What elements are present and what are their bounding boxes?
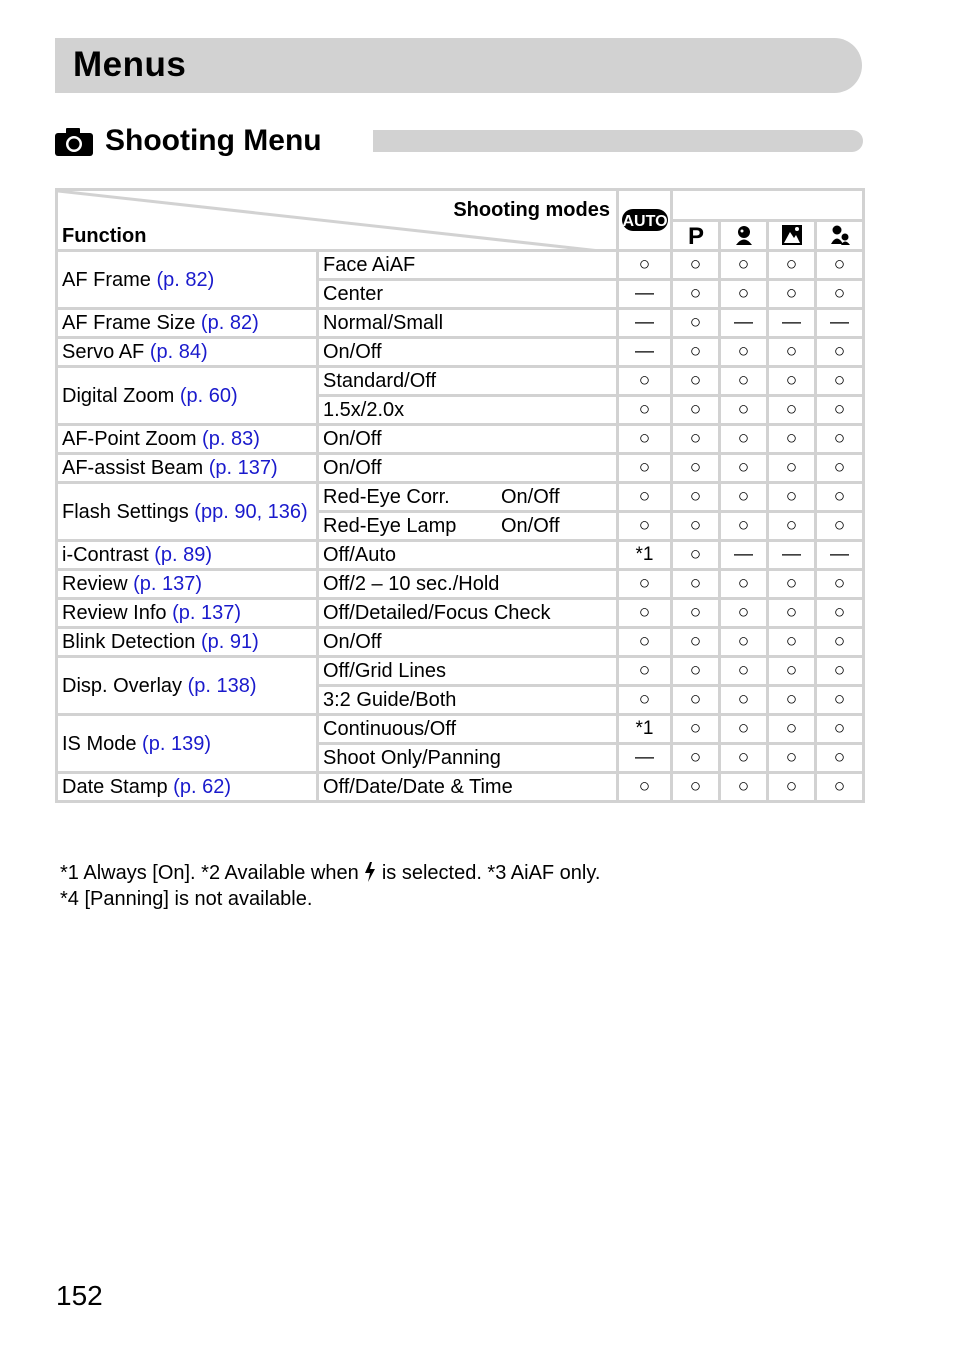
mode-availability-P: ○ (672, 686, 720, 715)
table-row (57, 309, 864, 338)
mode-availability-AUTO: ○ (618, 512, 672, 541)
mode-header-p (672, 220, 720, 251)
function-name: AF-Point Zoom (62, 428, 203, 450)
mode-availability-landscape: ○ (768, 280, 816, 309)
function-name: Disp. Overlay (62, 674, 188, 697)
flash-icon (364, 862, 376, 882)
function-cell (57, 541, 318, 570)
option-cell (318, 280, 618, 309)
option-value: On/Off (501, 486, 560, 508)
landscape-mode-icon (781, 224, 803, 246)
mode-availability-P: ○ (672, 744, 720, 773)
option-cell (318, 512, 618, 541)
mode-availability-kids-pets: ○ (816, 425, 864, 454)
mode-availability-landscape: ○ (768, 628, 816, 657)
table-row (57, 367, 864, 396)
option-cell (318, 396, 618, 425)
mode-availability-P: ○ (672, 338, 720, 367)
footnote-line-2: *4 [Panning] is not available. (60, 888, 313, 910)
mode-availability-landscape: — (768, 309, 816, 338)
mode-availability-P: ○ (672, 454, 720, 483)
page-reference-link[interactable]: (p. 139) (142, 732, 211, 755)
option-cell (318, 599, 618, 628)
mode-availability-landscape: ○ (768, 715, 816, 744)
mode-header-landscape (768, 220, 816, 251)
mode-availability-landscape: ○ (768, 454, 816, 483)
option-cell (318, 251, 618, 280)
mode-availability-P: ○ (672, 628, 720, 657)
function-cell (57, 599, 318, 628)
mode-availability-AUTO: ○ (618, 367, 672, 396)
mode-availability-AUTO: ○ (618, 483, 672, 512)
table-row (57, 715, 864, 744)
function-cell (57, 773, 318, 802)
kids-pets-mode-icon (829, 224, 851, 246)
table-row (57, 541, 864, 570)
function-cell (57, 338, 318, 367)
function-name: Digital Zoom (62, 384, 180, 407)
mode-availability-landscape: ○ (768, 686, 816, 715)
mode-availability-portrait: ○ (720, 425, 768, 454)
mode-availability-landscape: — (768, 541, 816, 570)
mode-availability-portrait: ○ (720, 570, 768, 599)
mode-availability-portrait: ○ (720, 744, 768, 773)
page-reference-link[interactable]: (p. 83) (202, 428, 260, 450)
mode-availability-portrait: — (720, 309, 768, 338)
mode-availability-kids-pets: — (816, 541, 864, 570)
camera-icon (55, 128, 93, 156)
mode-availability-portrait: ○ (720, 338, 768, 367)
mode-availability-portrait: ○ (720, 512, 768, 541)
program-mode-icon (685, 224, 707, 246)
mode-availability-AUTO: ○ (618, 570, 672, 599)
mode-availability-AUTO: ○ (618, 686, 672, 715)
function-cell (57, 309, 318, 338)
portrait-mode-icon (733, 224, 755, 246)
mode-availability-portrait: ○ (720, 715, 768, 744)
table-row (57, 483, 864, 512)
function-cell (57, 628, 318, 657)
table-row (57, 570, 864, 599)
mode-availability-P: ○ (672, 396, 720, 425)
table-row (57, 599, 864, 628)
option-label: Off/2 – 10 sec./Hold (323, 573, 500, 595)
mode-availability-P: ○ (672, 541, 720, 570)
page-reference-link[interactable]: (p. 84) (149, 341, 208, 363)
section-bar (373, 130, 863, 152)
mode-availability-kids-pets: ○ (816, 744, 864, 773)
mode-availability-AUTO: ○ (618, 599, 672, 628)
mode-availability-landscape: ○ (768, 425, 816, 454)
footnote-1b: is selected. *3 AiAF only. (376, 862, 601, 884)
header-shooting-modes: Shooting modes (453, 199, 610, 221)
option-cell (318, 541, 618, 570)
header-row-1 (57, 190, 864, 221)
mode-availability-landscape: ○ (768, 396, 816, 425)
page-reference-link[interactable]: (p. 91) (200, 631, 259, 653)
function-cell (57, 425, 318, 454)
footnote-line-1 (60, 862, 600, 885)
mode-availability-portrait: ○ (720, 657, 768, 686)
mode-availability-landscape: ○ (768, 367, 816, 396)
mode-availability-portrait: — (720, 541, 768, 570)
option-label: Center (323, 283, 384, 305)
page-reference-link[interactable]: (p. 82) (156, 268, 215, 291)
mode-availability-P: ○ (672, 570, 720, 599)
mode-header-portrait (720, 220, 768, 251)
option-cell (318, 686, 618, 715)
mode-availability-P: ○ (672, 657, 720, 686)
option-label: Red-Eye Lamp (323, 515, 457, 537)
mode-availability-landscape: ○ (768, 744, 816, 773)
function-cell (57, 251, 318, 309)
page-reference-link[interactable]: (p. 62) (173, 776, 231, 798)
function-cell (57, 483, 318, 541)
mode-availability-portrait: ○ (720, 280, 768, 309)
mode-availability-kids-pets: ○ (816, 396, 864, 425)
option-label: Red-Eye Corr. (323, 486, 450, 508)
mode-availability-portrait: ○ (720, 454, 768, 483)
page-reference-link[interactable]: (p. 138) (187, 674, 257, 697)
mode-availability-P: ○ (672, 773, 720, 802)
mode-availability-portrait: ○ (720, 686, 768, 715)
function-cell (57, 570, 318, 599)
mode-header-auto (618, 190, 672, 251)
function-name: Blink Detection (62, 631, 201, 653)
option-cell (318, 367, 618, 396)
option-cell (318, 773, 618, 802)
mode-availability-landscape: ○ (768, 773, 816, 802)
mode-availability-P: ○ (672, 367, 720, 396)
mode-header-spacer (672, 190, 864, 221)
option-value: On/Off (501, 515, 560, 537)
option-cell (318, 715, 618, 744)
mode-availability-kids-pets: ○ (816, 483, 864, 512)
option-label: Face AiAF (323, 254, 416, 276)
mode-availability-P: ○ (672, 715, 720, 744)
option-label: Continuous/Off (323, 718, 457, 740)
mode-availability-P: ○ (672, 599, 720, 628)
table-row (57, 628, 864, 657)
mode-availability-AUTO: *1 (618, 715, 672, 744)
mode-availability-P: ○ (672, 483, 720, 512)
mode-availability-kids-pets: ○ (816, 686, 864, 715)
mode-availability-P: ○ (672, 512, 720, 541)
mode-availability-AUTO: *1 (618, 541, 672, 570)
mode-availability-AUTO: — (618, 309, 672, 338)
mode-availability-kids-pets: ○ (816, 338, 864, 367)
mode-availability-kids-pets: ○ (816, 280, 864, 309)
mode-availability-portrait: ○ (720, 628, 768, 657)
mode-availability-kids-pets: ○ (816, 715, 864, 744)
mode-availability-landscape: ○ (768, 251, 816, 280)
table-row (57, 425, 864, 454)
mode-availability-portrait: ○ (720, 483, 768, 512)
mode-availability-kids-pets: — (816, 309, 864, 338)
mode-availability-kids-pets: ○ (816, 657, 864, 686)
mode-header-kids-pets (816, 220, 864, 251)
header-function-cell (57, 190, 618, 251)
mode-availability-AUTO: ○ (618, 657, 672, 686)
mode-availability-kids-pets: ○ (816, 773, 864, 802)
mode-availability-AUTO: ○ (618, 396, 672, 425)
page-reference-link[interactable]: (p. 137) (172, 602, 241, 624)
mode-availability-AUTO: ○ (618, 773, 672, 802)
mode-availability-AUTO: ○ (618, 251, 672, 280)
mode-availability-kids-pets: ○ (816, 454, 864, 483)
auto-mode-icon (622, 209, 668, 231)
function-cell (57, 657, 318, 715)
option-label: 3:2 Guide/Both (323, 689, 457, 711)
mode-availability-AUTO: ○ (618, 454, 672, 483)
option-label: 1.5x/2.0x (323, 399, 405, 421)
page-reference-link[interactable]: (p. 137) (133, 573, 203, 595)
header-function: Function (62, 225, 147, 247)
option-label: Shoot Only/Panning (323, 747, 501, 769)
mode-availability-AUTO: — (618, 338, 672, 367)
option-cell (318, 338, 618, 367)
function-name: Date Stamp (62, 776, 174, 798)
function-name: Review (62, 573, 134, 595)
mode-availability-portrait: ○ (720, 367, 768, 396)
function-name: Servo AF (62, 341, 150, 363)
section-header (55, 120, 865, 164)
mode-availability-P: ○ (672, 425, 720, 454)
mode-availability-AUTO: ○ (618, 425, 672, 454)
mode-availability-landscape: ○ (768, 570, 816, 599)
option-label: Off/Date/Date & Time (323, 776, 513, 798)
function-name: IS Mode (62, 732, 143, 755)
option-cell (318, 657, 618, 686)
mode-availability-AUTO: — (618, 744, 672, 773)
function-name: AF-assist Beam (62, 457, 209, 479)
mode-availability-landscape: ○ (768, 657, 816, 686)
mode-availability-kids-pets: ○ (816, 628, 864, 657)
section-title: Shooting Menu (105, 124, 322, 157)
function-name: Flash Settings (62, 500, 195, 523)
mode-availability-P: ○ (672, 280, 720, 309)
option-cell (318, 628, 618, 657)
mode-availability-kids-pets: ○ (816, 367, 864, 396)
page-title-bar (55, 38, 862, 93)
function-cell (57, 367, 318, 425)
page-reference-link[interactable]: (p. 60) (179, 384, 238, 407)
page-reference-link[interactable]: (p. 82) (200, 312, 259, 334)
function-name: i-Contrast (62, 544, 155, 566)
mode-availability-kids-pets: ○ (816, 599, 864, 628)
function-name: AF Frame Size (62, 312, 201, 334)
table-row (57, 657, 864, 686)
mode-availability-AUTO: ○ (618, 628, 672, 657)
mode-availability-landscape: ○ (768, 338, 816, 367)
option-cell (318, 483, 618, 512)
option-label: On/Off (323, 341, 382, 363)
page-number: 152 (56, 1280, 103, 1311)
option-label: On/Off (323, 631, 382, 653)
svg-text:P: P (687, 224, 704, 247)
shooting-menu-table (55, 188, 865, 803)
svg-text:AUTO: AUTO (621, 213, 668, 230)
option-label: On/Off (323, 428, 382, 450)
option-cell (318, 744, 618, 773)
option-label: Off/Grid Lines (323, 660, 447, 682)
mode-availability-portrait: ○ (720, 396, 768, 425)
table-row (57, 454, 864, 483)
function-cell (57, 454, 318, 483)
mode-availability-landscape: ○ (768, 483, 816, 512)
function-cell (57, 715, 318, 773)
option-cell (318, 309, 618, 338)
mode-availability-P: ○ (672, 309, 720, 338)
table-row (57, 773, 864, 802)
page-reference-link[interactable]: (pp. 90, 136) (194, 500, 308, 523)
mode-availability-portrait: ○ (720, 599, 768, 628)
mode-availability-kids-pets: ○ (816, 251, 864, 280)
table-row (57, 251, 864, 280)
mode-availability-portrait: ○ (720, 773, 768, 802)
option-label: Standard/Off (323, 370, 437, 392)
mode-availability-P: ○ (672, 251, 720, 280)
page-title: Menus (73, 45, 187, 84)
mode-availability-kids-pets: ○ (816, 570, 864, 599)
option-label: Off/Auto (323, 544, 397, 566)
page-reference-link[interactable]: (p. 89) (154, 544, 213, 566)
option-cell (318, 570, 618, 599)
mode-availability-AUTO: — (618, 280, 672, 309)
option-cell (318, 425, 618, 454)
footnote-1a: *1 Always [On]. *2 Available when (60, 862, 365, 884)
function-name: Review Info (62, 602, 173, 624)
option-cell (318, 454, 618, 483)
option-label: On/Off (323, 457, 382, 479)
option-label: Normal/Small (323, 312, 444, 334)
mode-availability-portrait: ○ (720, 251, 768, 280)
option-label: Off/Detailed/Focus Check (323, 602, 551, 624)
mode-availability-landscape: ○ (768, 599, 816, 628)
function-name: AF Frame (62, 268, 157, 291)
page-reference-link[interactable]: (p. 137) (208, 457, 278, 479)
table-row (57, 338, 864, 367)
mode-availability-kids-pets: ○ (816, 512, 864, 541)
mode-availability-landscape: ○ (768, 512, 816, 541)
